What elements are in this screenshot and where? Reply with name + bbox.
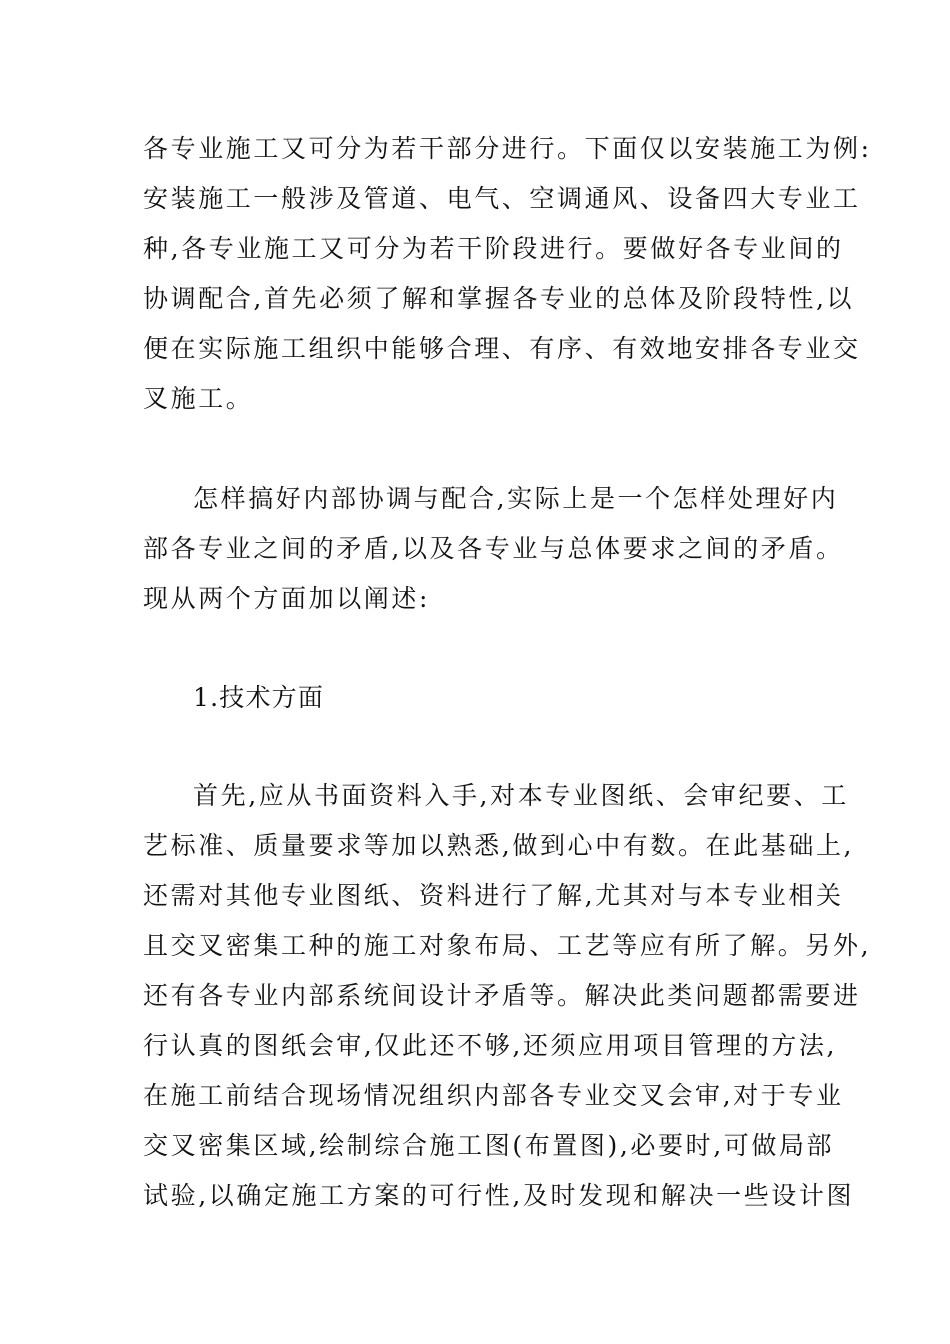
text-line: 种,各专业施工又可分为若干阶段进行。要做好各专业间的 [143,234,844,263]
text-line: 现从两个方面加以阐述: [143,584,431,613]
text-line: 协调配合,首先必须了解和掌握各专业的总体及阶段特性,以 [143,284,855,313]
text-line: 行认真的图纸会审,仅此还不够,还须应用项目管理的方法, [143,1031,838,1060]
text-line: 且交叉密集工种的施工对象布局、工艺等应有所了解。另外, [143,931,872,960]
text-line: 怎样搞好内部协调与配合,实际上是一个怎样处理好内 [193,484,839,513]
text-line: 叉施工。 [143,384,254,413]
text-line: 在施工前结合现场情况组织内部各专业交叉会审,对于专业 [143,1081,844,1110]
text-line: 试验,以确定施工方案的可行性,及时发现和解决一些设计图 [143,1181,855,1210]
text-line: 还有各专业内部系统间设计矛盾等。解决此类问题都需要进 [143,981,861,1010]
text-line: 各专业施工又可分为若干部分进行。下面仅以安装施工为例: [143,134,872,163]
text-line: 便在实际施工组织中能够合理、有序、有效地安排各专业交 [143,334,861,363]
text-line: 首先,应从书面资料入手,对本专业图纸、会审纪要、工 [193,781,849,810]
text-line: 艺标准、质量要求等加以熟悉,做到心中有数。在此基础上, [143,831,855,860]
text-line: 还需对其他专业图纸、资料进行了解,尤其对与本专业相关 [143,881,844,910]
section-heading: 1.技术方面 [193,683,325,712]
text-line: 安装施工一般涉及管道、电气、空调通风、设备四大专业工 [143,184,861,213]
text-line: 部各专业之间的矛盾,以及各专业与总体要求之间的矛盾。 [143,534,844,563]
text-line: 交叉密集区域,绘制综合施工图(布置图),必要时,可做局部 [143,1131,835,1160]
